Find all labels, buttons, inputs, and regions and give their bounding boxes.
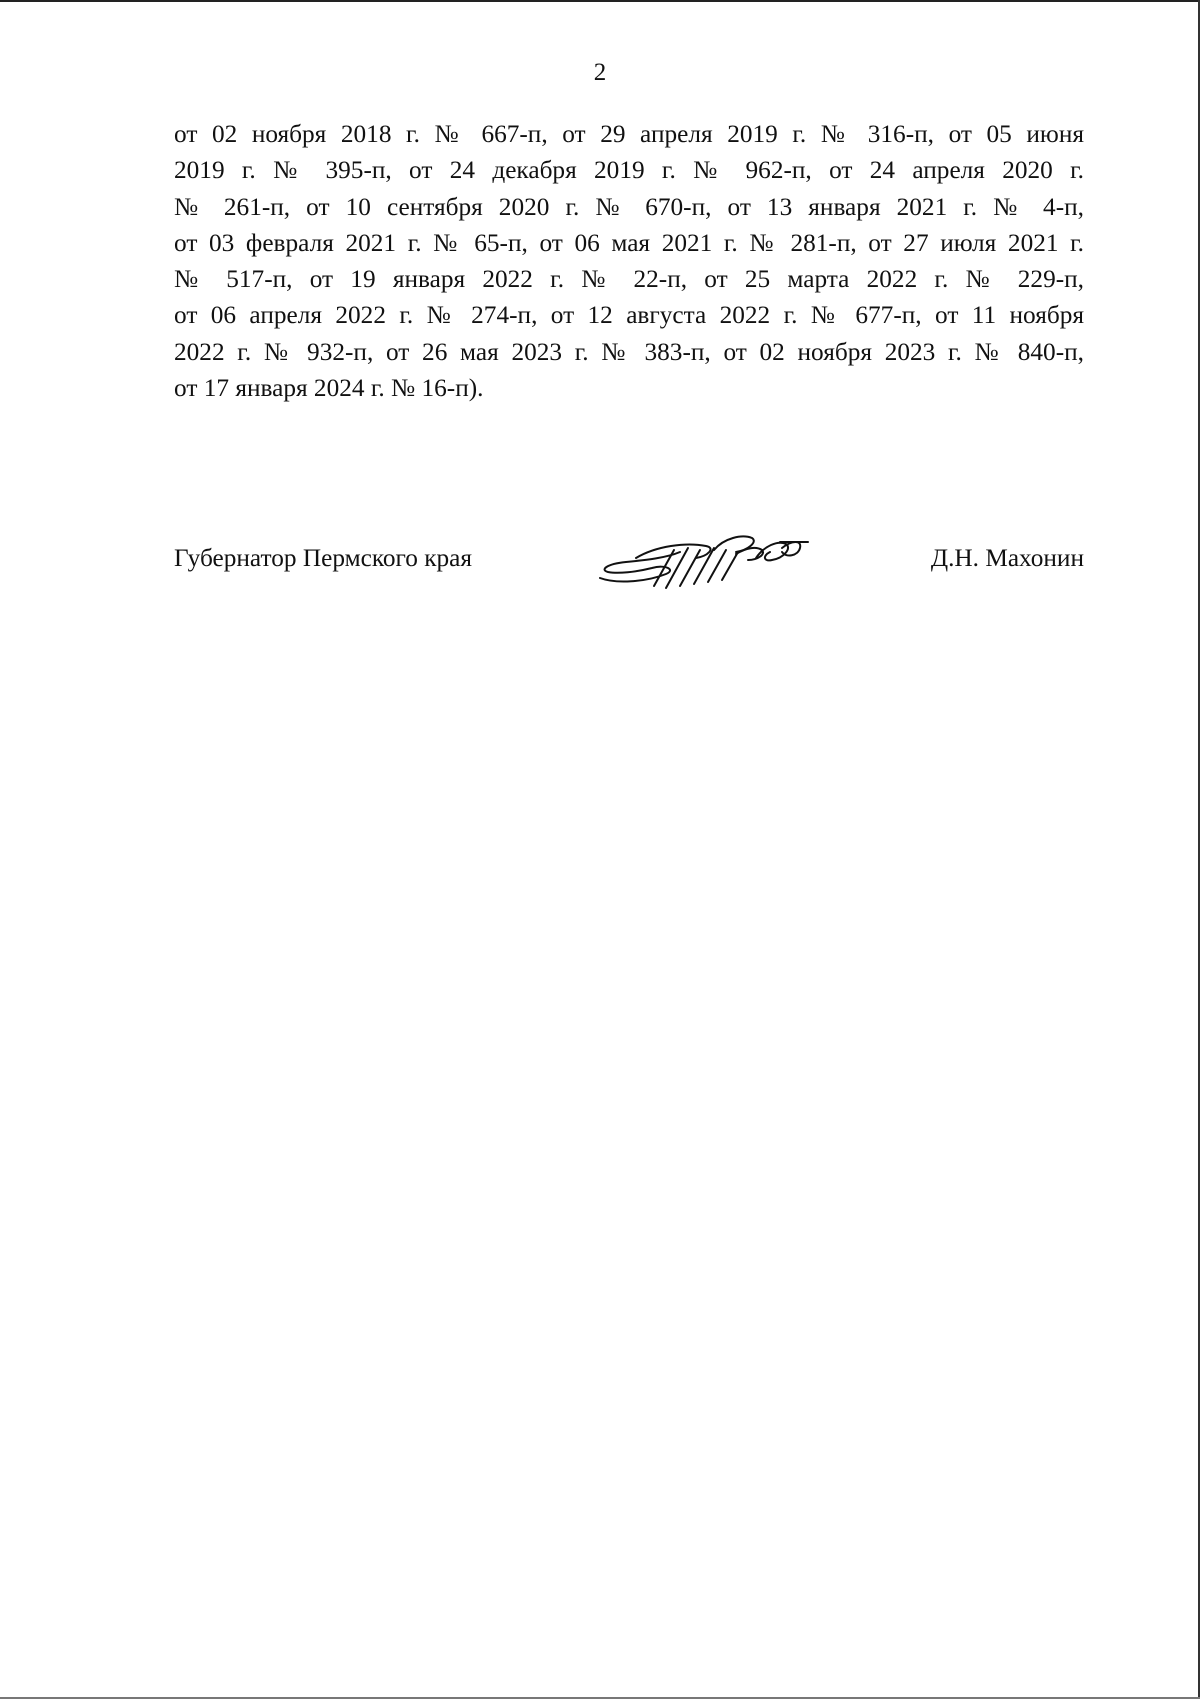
scan-edge-top <box>0 0 1200 2</box>
body-line-2: 2019 г. № 395-п, от 24 декабря 2019 г. № 962-п, от 24 апреля 2020 г. <box>174 156 1084 185</box>
body-line-3: № 261-п, от 10 сентября 2020 г. № 670-п, от 13 января 2021 г. № 4-п, <box>174 192 1084 221</box>
body-line-8: от 17 января 2024 г. № 16-п). <box>174 374 484 403</box>
body-line-6: от 06 апреля 2022 г. № 274-п, от 12 августа 2022 г. № 677-п, от 11 ноября <box>174 301 1084 330</box>
signatory-name: Д.Н. Махонин <box>930 544 1084 572</box>
handwritten-signature-icon <box>596 528 810 590</box>
body-line-1: от 02 ноября 2018 г. № 667-п, от 29 апреля 2019 г. № 316-п, от 05 июня <box>174 120 1084 148</box>
signatory-position: Губернатор Пермского края <box>174 544 473 572</box>
body-line-5: № 517-п, от 19 января 2022 г. № 22-п, от 25 марта 2022 г. № 229-п, <box>174 265 1084 294</box>
body-line-7: 2022 г. № 932-п, от 26 мая 2023 г. № 383-п, от 02 ноября 2023 г. № 840-п, <box>174 337 1084 366</box>
page-number: 2 <box>593 59 607 86</box>
body-line-4: от 03 февраля 2021 г. № 65-п, от 06 мая 2021 г. № 281-п, от 27 июля 2021 г. <box>174 228 1084 257</box>
body-paragraph <box>174 116 1084 406</box>
